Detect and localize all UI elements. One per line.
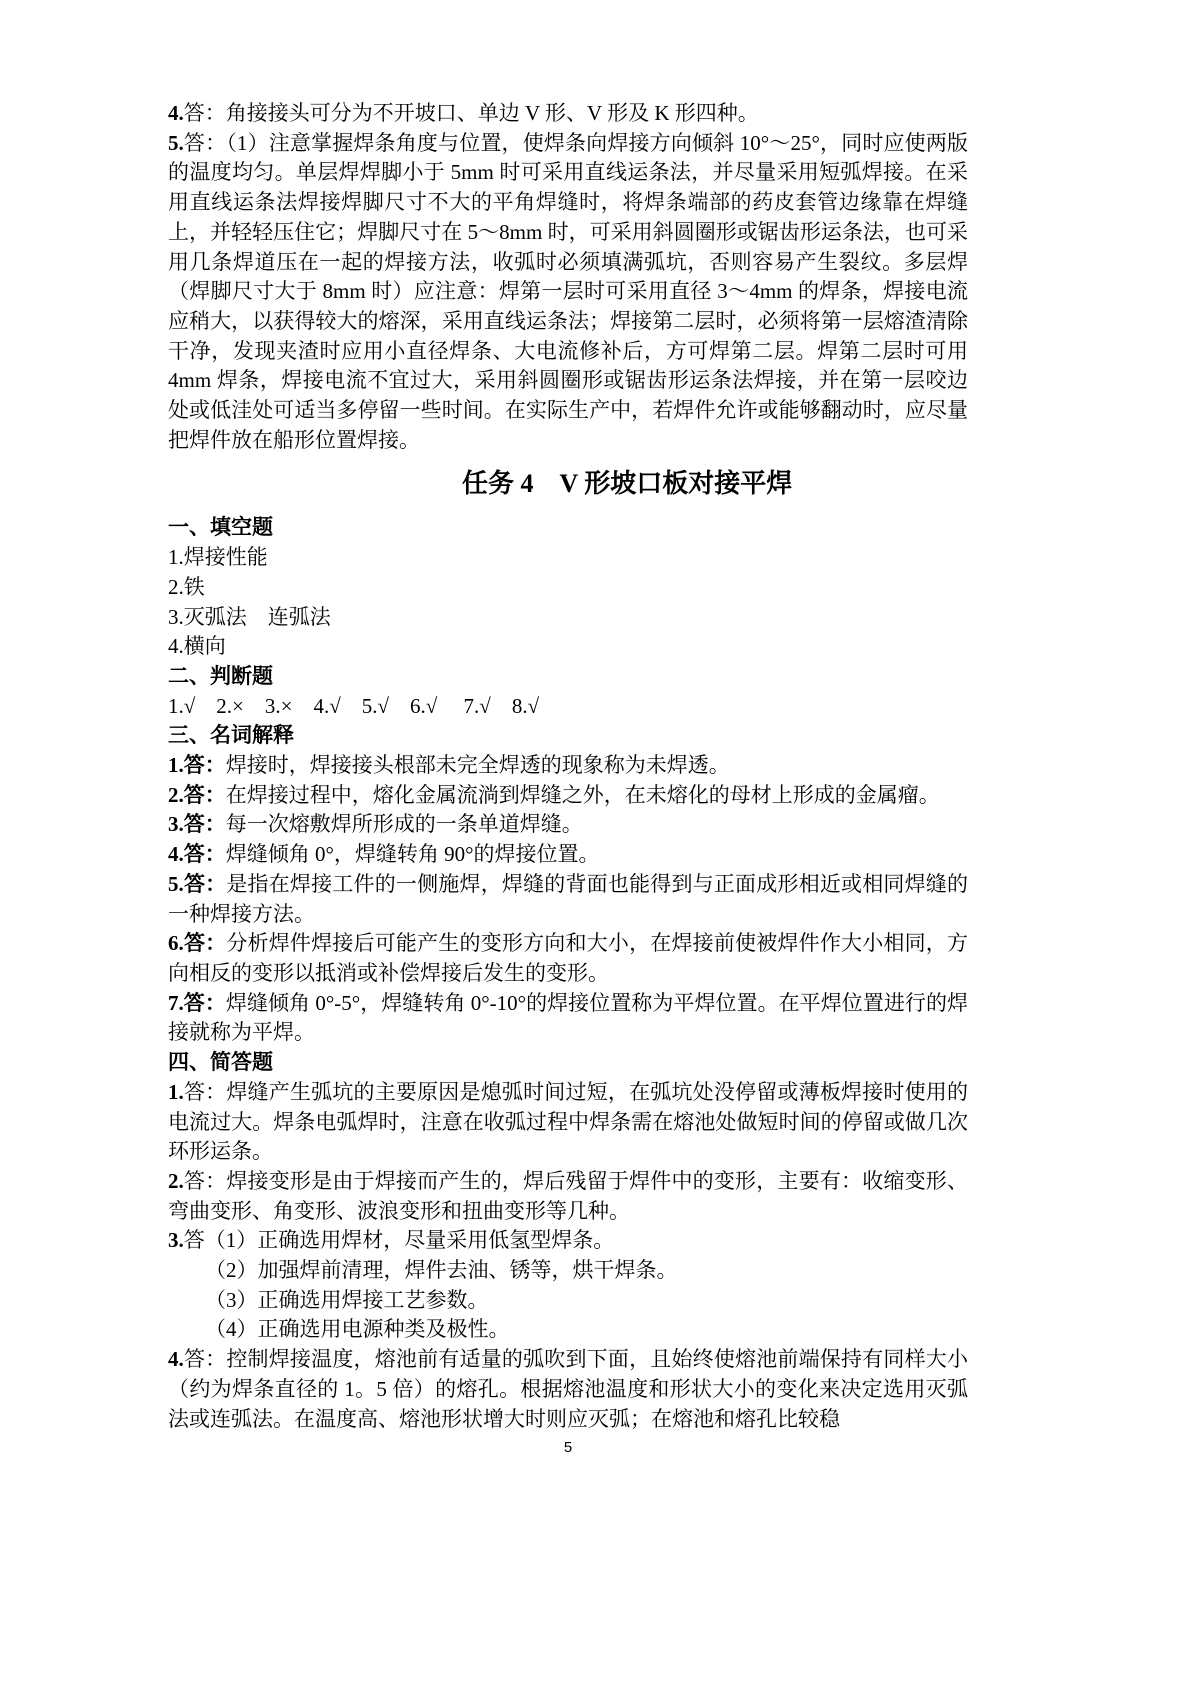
term-number: 5.答：	[168, 871, 227, 896]
term-text: 是指在焊接工件的一侧施焊，焊缝的背面也能得到与正面成形相近或相同焊缝的一种焊接方法。	[168, 871, 969, 926]
term-item	[168, 870, 968, 929]
fill-blank-item: 2.铁	[168, 574, 205, 599]
short-answer-text: 焊接变形是由于焊接而产生的，焊后残留于焊件中的变形，主要有：收缩变形、弯曲变形、角变形、波浪变形和扭曲变形等几种。	[168, 1168, 969, 1223]
answer-text: （1）注意掌握焊条角度与位置，使焊条向焊接方向倾斜 10°～25°，同时应使两版的温度均匀。单层焊焊脚小于 5mm 时可采用直线运条法，并尽量采用短弧焊接。在采用直线运条法焊接焊脚尺寸不大的平角焊缝时，将焊条端部的药皮套管边缘靠在焊缝上，并轻轻压住它；焊脚尺寸在 5～8mm 时，可采用斜圆圈形或锯齿形运条法，也可采用几条焊道压在一起的焊接方法，收弧时必须填满弧坑，否则容易产生裂纹。多层焊（焊脚尺寸大于 8mm 时）应注意：焊第一层时可采用直径 3～4mm 的焊条，焊接电流应稍大，以获得较大的熔深，采用直线运条法；焊接第二层时，必须将第一层熔渣清除干净，发现夹渣时应用小直径焊条、大电流修补后，方可焊第二层。焊第二层时可用 4mm 焊条，焊接电流不宜过大，采用斜圆圈形或锯齿形运条法焊接，并在第一层咬边处或低洼处可适当多停留一些时间。在实际生产中，若焊件允许或能够翻动时，应尽量把焊件放在船形位置焊接。	[168, 130, 969, 452]
fill-blank-item: 3.灭弧法 连弧法	[168, 604, 331, 629]
page-number: 5	[563, 1439, 573, 1456]
term-text: 分析焊件焊接后可能产生的变形方向和大小，在焊接前使被焊件作大小相同，方向相反的变形以抵消或补偿焊接后发生的变形。	[168, 931, 969, 985]
short-answer-label: 答：	[183, 1347, 227, 1372]
term-item	[168, 929, 968, 988]
answer-number: 4.	[168, 101, 184, 125]
term-text: 每一次熔敷焊所形成的一条单道焊缝。	[225, 812, 583, 837]
term-item	[168, 810, 968, 840]
short-answer-number: 2.	[168, 1168, 184, 1193]
answer-text: 角接接头可分为不开坡口、单边 V 形、V 形及 K 形四种。	[225, 101, 759, 125]
short-answer-label: 答：	[183, 1168, 227, 1193]
short-answer-text: 控制焊接温度，熔池前有适量的弧吹到下面，且始终使熔池前端保持有同样大小（约为焊条直径的 1。5 倍）的熔孔。根据熔池温度和形状大小的变化来决定选用灭弧法或连弧法。在温度高、熔池形状增大时则应灭弧；在熔池和熔孔比较稳	[168, 1347, 969, 1431]
short-answer-number: 1.	[168, 1079, 184, 1104]
term-item	[168, 751, 968, 781]
short-answer-text: （1）正确选用焊材，尽量采用低氢型焊条。	[204, 1228, 615, 1253]
short-answer-number: 3.	[168, 1228, 184, 1253]
term-number: 4.答：	[168, 842, 226, 867]
answer-4-paragraph	[168, 99, 968, 129]
short-answer-subitem: （3）正确选用焊接工艺参数。	[205, 1287, 489, 1312]
term-text: 焊接时，焊接接头根部未完全焊透的现象称为未焊透。	[225, 753, 730, 778]
short-answer-subitem: （2）加强焊前清理，焊件去油、锈等，烘干焊条。	[205, 1258, 678, 1283]
answer-5-paragraph	[168, 129, 968, 456]
section-heading-short-answer: 四、简答题	[168, 1050, 273, 1075]
term-number: 1.答：	[168, 753, 226, 778]
term-text: 在焊接过程中，熔化金属流淌到焊缝之外，在未熔化的母材上形成的金属瘤。	[225, 782, 940, 807]
answer-label: 答：	[183, 101, 226, 125]
term-item	[168, 989, 968, 1048]
fill-blank-item: 1.焊接性能	[168, 545, 268, 570]
term-number: 2.答：	[168, 782, 226, 807]
fill-blank-item: 4.横向	[168, 634, 226, 659]
section-heading-fill-blank: 一、填空题	[168, 515, 273, 540]
short-answer-subitem: （4）正确选用电源种类及极性。	[205, 1317, 510, 1342]
term-number: 6.答：	[168, 931, 227, 956]
term-text: 焊缝倾角 0°-5°，焊缝转角 0°-10°的焊接位置称为平焊位置。在平焊位置进行的焊接就称为平焊。	[168, 990, 968, 1045]
true-false-answers: 1.√ 2.× 3.× 4.√ 5.√ 6.√ 7.√ 8.√	[168, 693, 540, 718]
short-answer-number: 4.	[168, 1347, 184, 1372]
answer-number: 5.	[168, 130, 184, 155]
task-title: 任务 4 V 形坡口板对接平焊	[462, 469, 793, 499]
section-heading-true-false: 二、判断题	[168, 663, 273, 688]
term-item	[168, 781, 968, 811]
short-answer-item	[168, 1078, 968, 1167]
term-text: 焊缝倾角 0°，焊缝转角 90°的焊接位置。	[225, 842, 600, 867]
short-answer-label: 答：	[183, 1079, 227, 1104]
term-number: 3.答：	[168, 812, 226, 837]
term-item	[168, 840, 968, 870]
short-answer-item	[168, 1167, 968, 1226]
short-answer-text: 焊缝产生弧坑的主要原因是熄弧时间过短，在弧坑处没停留或薄板焊接时使用的电流过大。焊条电弧焊时，注意在收弧过程中焊条需在熔池处做短时间的停留或做几次环形运条。	[168, 1079, 969, 1164]
short-answer-item	[168, 1226, 968, 1256]
section-heading-terms: 三、名词解释	[168, 723, 294, 748]
answer-label: 答：	[183, 130, 227, 155]
term-number: 7.答：	[168, 990, 226, 1015]
short-answer-item	[168, 1345, 968, 1434]
short-answer-label: 答	[183, 1228, 205, 1253]
page-content	[168, 99, 968, 1434]
